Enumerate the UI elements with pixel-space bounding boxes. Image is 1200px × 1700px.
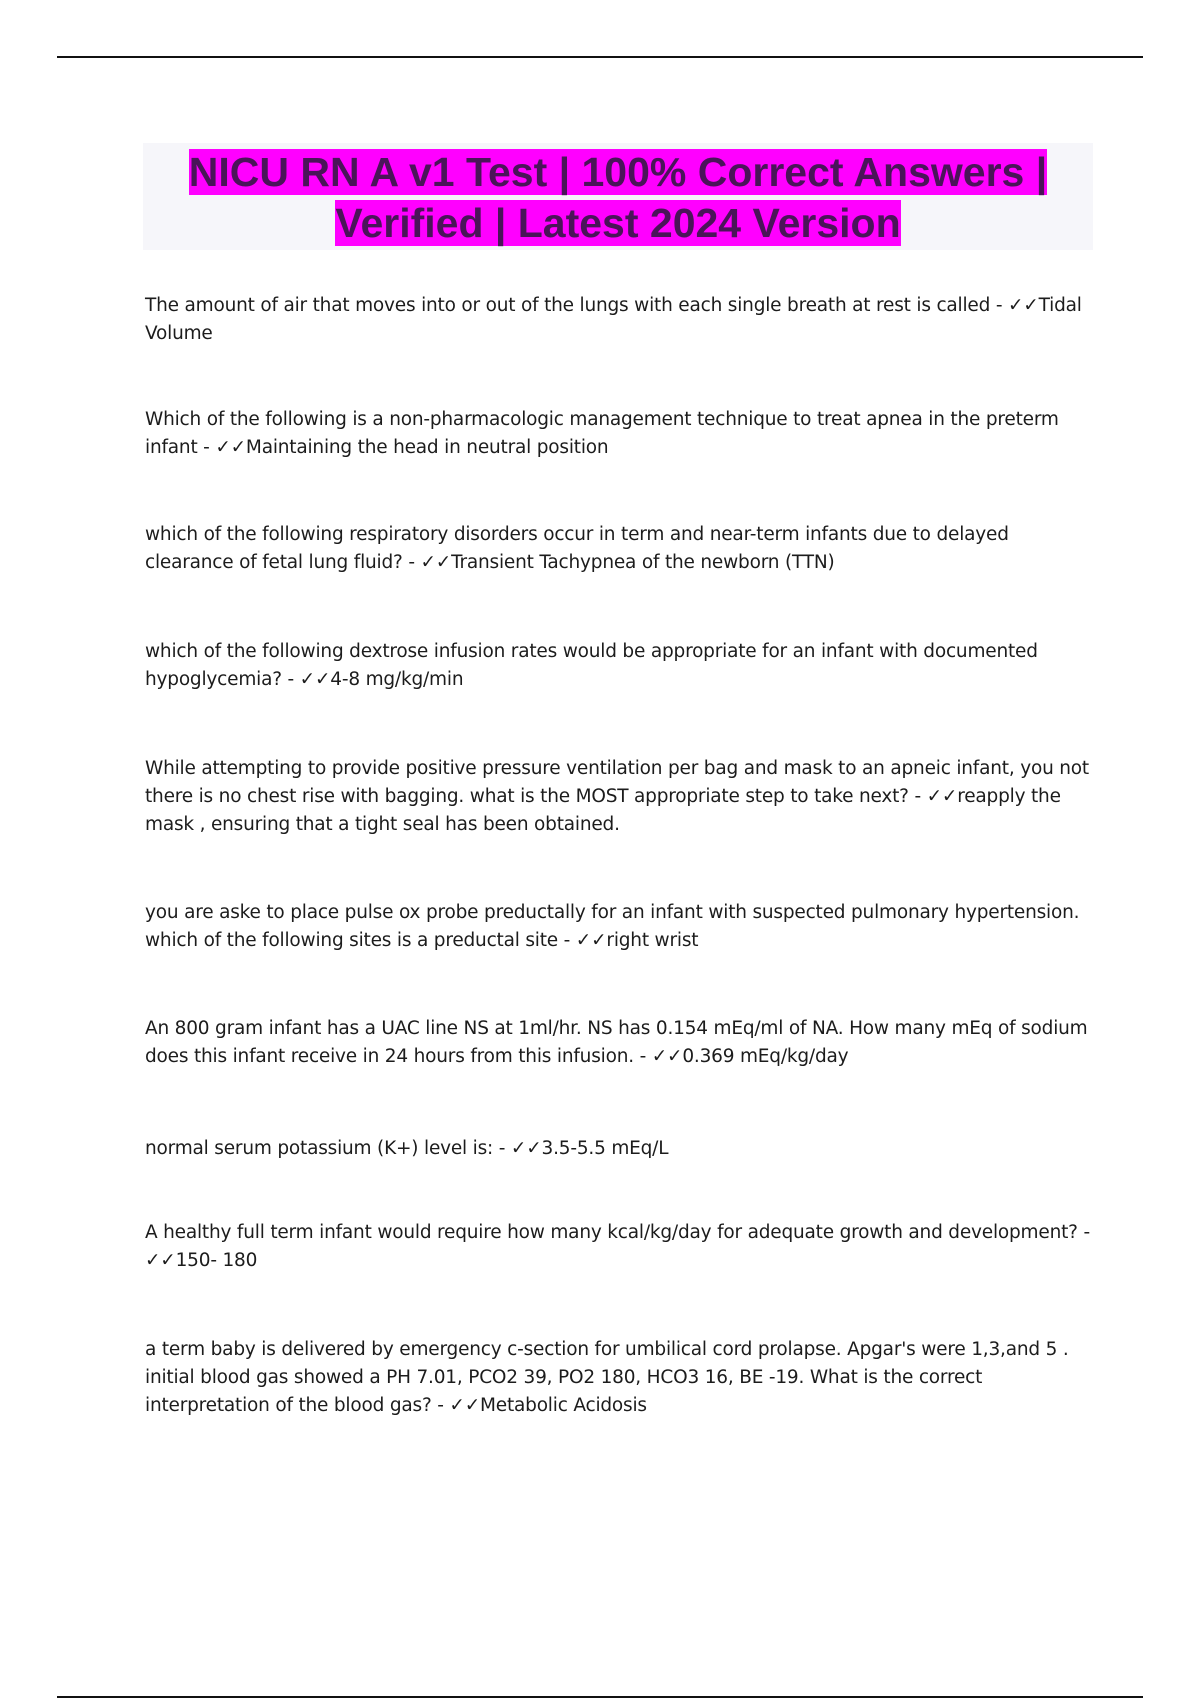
qa-item-6: you are aske to place pulse ox probe preductally for an infant with suspected pulmonary hypertension. which of the following sites is a preductal site - ✓✓right wrist bbox=[145, 902, 1080, 951]
qa-item-9: A healthy full term infant would require how many kcal/kg/day for adequate growth and development? - ✓✓150- 180 bbox=[145, 1222, 1090, 1271]
qa-item-4: which of the following dextrose infusion rates would be appropriate for an infant with documented hypoglycemia? - ✓✓4-8 mg/kg/min bbox=[145, 641, 1038, 690]
title-block bbox=[143, 143, 1093, 250]
qa-item-2: Which of the following is a non-pharmacologic management technique to treat apnea in the preterm infant - ✓✓Maintaining the head in neutral position bbox=[145, 409, 1059, 458]
document-title bbox=[143, 147, 1093, 249]
qa-item-3: which of the following respiratory disorders occur in term and near-term infants due to delayed clearance of fetal lung fluid? - ✓✓Transient Tachypnea of the newborn (TTN) bbox=[145, 524, 1009, 573]
qa-item-5: While attempting to provide positive pressure ventilation per bag and mask to an apneic infant, you not there is no chest rise with bagging. what is the MOST appropriate step to take next? - ✓✓reapply the mask , ensuring that a tight seal has been obtained. bbox=[145, 758, 1089, 835]
bottom-rule bbox=[57, 1696, 1143, 1698]
qa-item-10: a term baby is delivered by emergency c-section for umbilical cord prolapse. Apgar's were 1,3,and 5 . initial blood gas showed a PH 7.01, PCO2 39, PO2 180, HCO3 16, BE -19. What is the correct interpretation of the blood gas? - ✓✓Metabolic Acidosis bbox=[145, 1339, 1069, 1416]
document-title-text: NICU RN A v1 Test | 100% Correct Answers | Verified | Latest 2024 Version bbox=[188, 149, 1048, 246]
qa-item-1: The amount of air that moves into or out of the lungs with each single breath at rest is called - ✓✓Tidal Volume bbox=[145, 295, 1082, 344]
qa-item-7: An 800 gram infant has a UAC line NS at 1ml/hr. NS has 0.154 mEq/ml of NA. How many mEq of sodium does this infant receive in 24 hours from this infusion. - ✓✓0.369 mEq/kg/day bbox=[145, 1018, 1088, 1067]
top-rule bbox=[57, 56, 1143, 58]
qa-item-8: normal serum potassium (K+) level is: - ✓✓3.5-5.5 mEq/L bbox=[145, 1138, 669, 1159]
